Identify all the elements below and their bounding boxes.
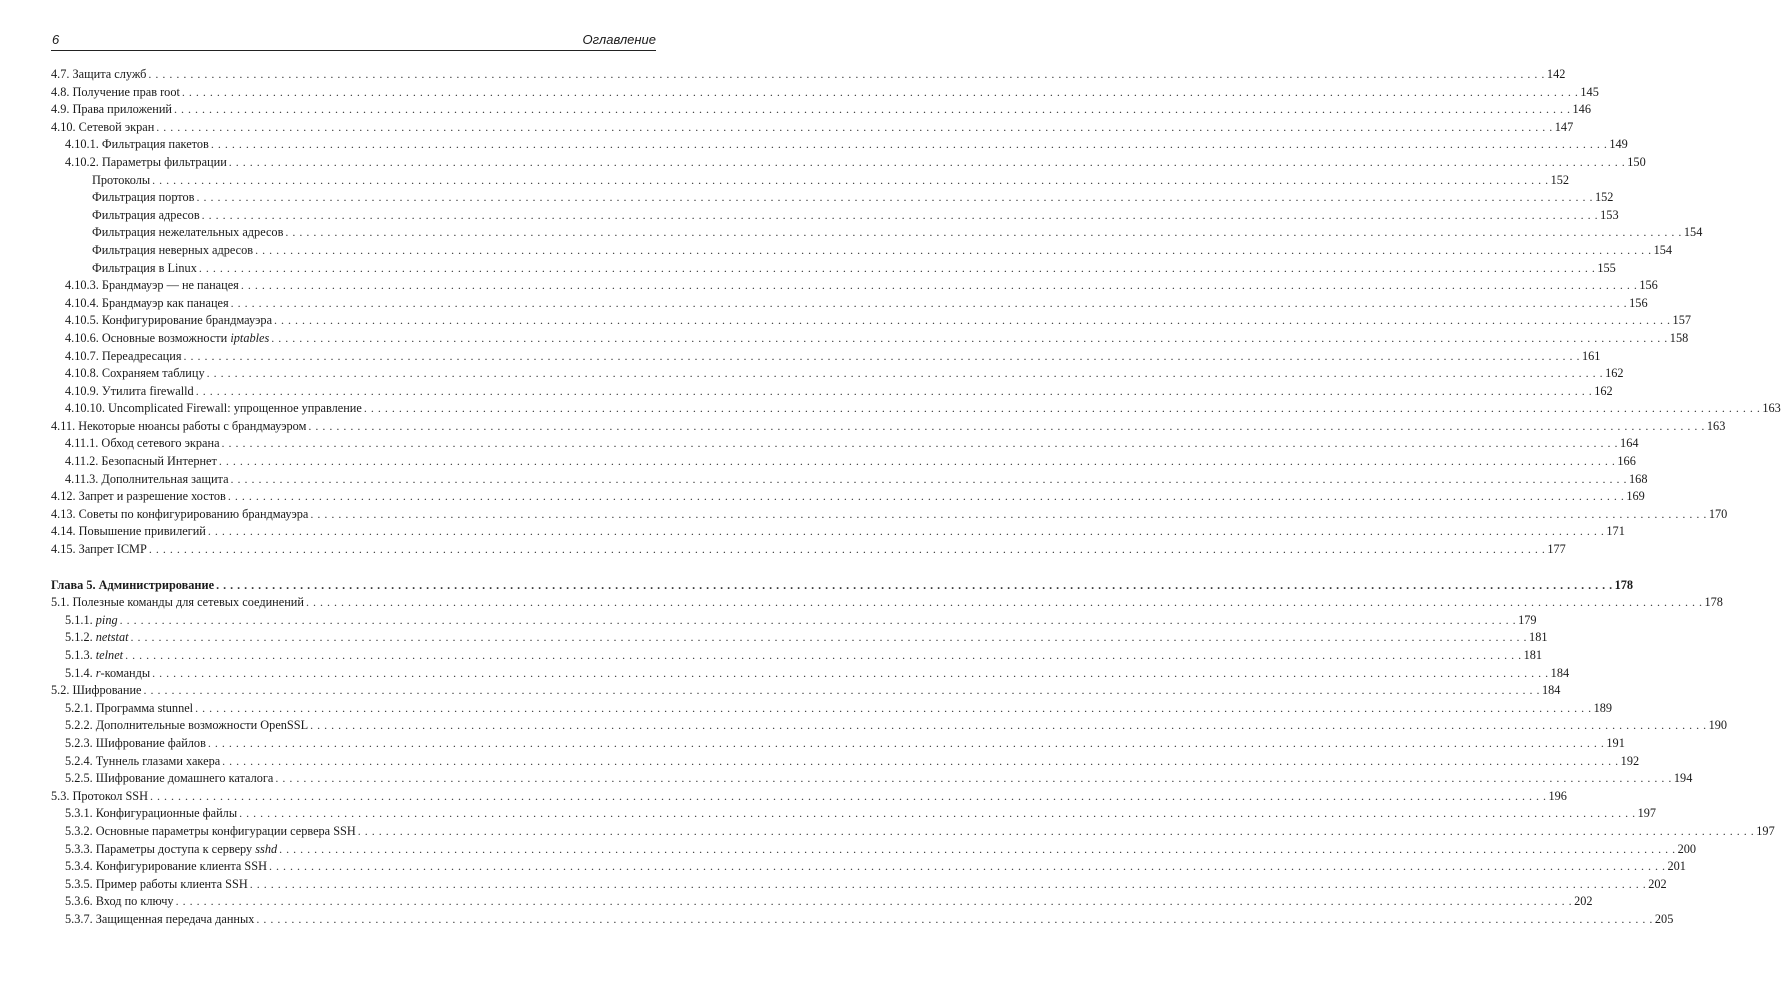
toc-entry-page: 156 [1639,278,1658,293]
dot-leader: . . . . . . . . . . . . . . . . . . . . . . . . . . . . . . . . . . . . . . . . . . . . . . . . . . . . . . . . . . . . . . . . . . . . . . . . . . . . . . . . . . . . . . . . . . . . . . . . . . . . . . . . . . . . . . . . . . . . . . . . . . . . . . . . . . . . . . . . . . . . . . . . . . . . . . . . . . . . . . . . . . . . . . . . . . . . . . . . . . . . . . . . . . . . . . . . . . . . . . . . [207,735,1605,750]
toc-entry-title: 5.3.6. Вход по ключу [65,894,174,909]
toc-entry-page: 164 [1620,436,1639,451]
toc-entry-page: 150 [1627,154,1646,169]
dot-leader: . . . . . . . . . . . . . . . . . . . . . . . . . . . . . . . . . . . . . . . . . . . . . . . . . . . . . . . . . . . . . . . . . . . . . . . . . . . . . . . . . . . . . . . . . . . . . . . . . . . . . . . . . . . . . . . . . . . . . . . . . . . . . . . . . . . . . . . . . . . . . . . . . . . . . . . . . . . . . . . . . . . . . . . . . . . . . . . . . . . . . . . . . . . . . . . . . . . . . . . . [183,348,1580,363]
dot-leader: . . . . . . . . . . . . . . . . . . . . . . . . . . . . . . . . . . . . . . . . . . . . . . . . . . . . . . . . . . . . . . . . . . . . . . . . . . . . . . . . . . . . . . . . . . . . . . . . . . . . . . . . . . . . . . . . . . . . . . . . . . . . . . . . . . . . . . . . . . . . . . . . . . . . . . . . . . . . . . . . . . . . . . . . . . . . . . . . . . . . . . . . . . . . . . . . . . . . . . . . [201,207,1599,222]
dot-leader: . . . . . . . . . . . . . . . . . . . . . . . . . . . . . . . . . . . . . . . . . . . . . . . . . . . . . . . . . . . . . . . . . . . . . . . . . . . . . . . . . . . . . . . . . . . . . . . . . . . . . . . . . . . . . . . . . . . . . . . . . . . . . . . . . . . . . . . . . . . . . . . . . . . . . . . . . . . . . . . . . . . . . . . . . . . . . . . . . . . . . . . . . . . . . . . . . . . . . . . . [239,806,1636,821]
toc-entry-title: 4.15. Запрет ICMP [51,542,147,557]
toc-entry[interactable] [51,84,1599,102]
toc-entry-title: 5.3.3. Параметры доступа к серверу sshd [65,841,278,856]
toc-entry-title: 4.10.8. Сохраняем таблицу [65,366,205,381]
toc-entry[interactable] [51,66,1566,84]
toc-entry-page: 178 [1614,577,1634,592]
dot-leader: . . . . . . . . . . . . . . . . . . . . . . . . . . . . . . . . . . . . . . . . . . . . . . . . . . . . . . . . . . . . . . . . . . . . . . . . . . . . . . . . . . . . . . . . . . . . . . . . . . . . . . . . . . . . . . . . . . . . . . . . . . . . . . . . . . . . . . . . . . . . . . . . . . . . . . . . . . . . . . . . . . . . . . . . . . . . . . . . . . . . . . . . . . . . . . . . . . . . . . . . [210,137,1608,152]
toc-entry-page: 181 [1523,648,1543,662]
toc-entry-page: 191 [1606,735,1625,750]
toc-entry[interactable] [51,753,1640,771]
toc-entry-title: 4.10.6. Основные возможности iptables [65,330,270,345]
dot-leader: . . . . . . . . . . . . . . . . . . . . . . . . . . . . . . . . . . . . . . . . . . . . . . . . . . . . . . . . . . . . . . . . . . . . . . . . . . . . . . . . . . . . . . . . . . . . . . . . . . . . . . . . . . . . . . . . . . . . . . . . . . . . . . . . . . . . . . . . . . . . . . . . . . . . . . . . . . . . . . . . . . . . . . . . . . . . . . . . . . . . . . . . . . . . . . . . . . . . . . . . [198,260,1596,275]
toc-entry-page: 161 [1582,348,1601,363]
dot-leader: . . . . . . . . . . . . . . . . . . . . . . . . . . . . . . . . . . . . . . . . . . . . . . . . . . . . . . . . . . . . . . . . . . . . . . . . . . . . . . . . . . . . . . . . . . . . . . . . . . . . . . . . . . . . . . . . . . . . . . . . . . . . . . . . . . . . . . . . . . . . . . . . . . . . . . . . . . . . . . . . . . . . . . . . . . . . . . . . . . . . . . . . . . . . . . . . . . . . . . . . [125,648,1522,662]
dot-leader: . . . . . . . . . . . . . . . . . . . . . . . . . . . . . . . . . . . . . . . . . . . . . . . . . . . . . . . . . . . . . . . . . . . . . . . . . . . . . . . . . . . . . . . . . . . . . . . . . . . . . . . . . . . . . . . . . . . . . . . . . . . . . . . . . . . . . . . . . . . . . . . . . . . . . . . . . . . . . . . . . . . . . . . . . . . . . . . . . . . . . . . . . . . . . . . . . . . . . . . . [218,454,1616,469]
toc-entry-page: 158 [1669,330,1689,345]
toc-entry-title: 4.10.7. Переадресация [65,348,182,363]
toc-entry[interactable] [51,858,1686,876]
dot-leader: . . . . . . . . . . . . . . . . . . . . . . . . . . . . . . . . . . . . . . . . . . . . . . . . . . . . . . . . . . . . . . . . . . . . . . . . . . . . . . . . . . . . . . . . . . . . . . . . . . . . . . . . . . . . . . . . . . . . . . . . . . . . . . . . . . . . . . . . . . . . . . . . . . . . . . . . . . . . . . . . . . . . . . . . . . . . . . . . . . . . . . . . . . . . . . . . . . . . . . . . [310,506,1707,521]
toc-entry[interactable] [51,435,1639,453]
toc-entry[interactable] [51,400,1781,418]
toc-entry[interactable] [51,242,1673,260]
dot-leader: . . . . . . . . . . . . . . . . . . . . . . . . . . . . . . . . . . . . . . . . . . . . . . . . . . . . . . . . . . . . . . . . . . . . . . . . . . . . . . . . . . . . . . . . . . . . . . . . . . . . . . . . . . . . . . . . . . . . . . . . . . . . . . . . . . . . . . . . . . . . . . . . . . . . . . . . . . . . . . . . . . . . . . . . . . . . . . . . . . . . . . . . . . . . . . . . . . . . . . . . [148,67,1545,81]
toc-entry-page: 162 [1594,383,1613,398]
dot-leader: . . . . . . . . . . . . . . . . . . . . . . . . . . . . . . . . . . . . . . . . . . . . . . . . . . . . . . . . . . . . . . . . . . . . . . . . . . . . . . . . . . . . . . . . . . . . . . . . . . . . . . . . . . . . . . . . . . . . . . . . . . . . . . . . . . . . . . . . . . . . . . . . . . . . . . . . . . . . . . . . . . . . . . . . . . . . . . . . . . . . . . . . . . . . . . . . . . . . . . . . [255,242,1652,257]
toc-entry[interactable] [51,136,1628,154]
toc-entry-title: 5.3.1. Конфигурационные файлы [65,806,238,821]
toc-entry[interactable] [51,541,1566,559]
dot-leader: . . . . . . . . . . . . . . . . . . . . . . . . . . . . . . . . . . . . . . . . . . . . . . . . . . . . . . . . . . . . . . . . . . . . . . . . . . . . . . . . . . . . . . . . . . . . . . . . . . . . . . . . . . . . . . . . . . . . . . . . . . . . . . . . . . . . . . . . . . . . . . . . . . . . . . . . . . . . . . . . . . . . . . . . . . . . . . . . . . . . . . . . . . . . . . . . . . . . . . . . [268,859,1666,874]
toc-entry-title: 5.2.5. Шифрование домашнего каталога [65,771,274,786]
toc-entry[interactable] [51,717,1728,735]
toc-entry[interactable] [51,647,1543,665]
dot-leader: . . . . . . . . . . . . . . . . . . . . . . . . . . . . . . . . . . . . . . . . . . . . . . . . . . . . . . . . . . . . . . . . . . . . . . . . . . . . . . . . . . . . . . . . . . . . . . . . . . . . . . . . . . . . . . . . . . . . . . . . . . . . . . . . . . . . . . . . . . . . . . . . . . . . . . . . . . . . . . . . . . . . . . . . . . . . . . . . . . . . . . . . . . . . . . . . . . . . . . . . [196,190,1593,205]
toc-entry-title: 5.2.1. Программа stunnel [65,700,194,715]
dot-leader: . . . . . . . . . . . . . . . . . . . . . . . . . . . . . . . . . . . . . . . . . . . . . . . . . . . . . . . . . . . . . . . . . . . . . . . . . . . . . . . . . . . . . . . . . . . . . . . . . . . . . . . . . . . . . . . . . . . . . . . . . . . . . . . . . . . . . . . . . . . . . . . . . . . . . . . . . . . . . . . . . . . . . . . . . . . . . . . . . . . . . . . . . . . . . . . . . . . . . . . . [143,683,1540,698]
dot-leader: . . . . . . . . . . . . . . . . . . . . . . . . . . . . . . . . . . . . . . . . . . . . . . . . . . . . . . . . . . . . . . . . . . . . . . . . . . . . . . . . . . . . . . . . . . . . . . . . . . . . . . . . . . . . . . . . . . . . . . . . . . . . . . . . . . . . . . . . . . . . . . . . . . . . . . . . . . . . . . . . . . . . . . . . . . . . . . . . . . . . . . . . . . . . . . . . . . . . . . . . [305,595,1703,610]
toc-entry-title: 5.3.4. Конфигурирование клиента SSH [65,859,267,874]
toc-entry[interactable] [51,330,1689,348]
toc-entry[interactable] [51,471,1648,489]
dot-leader: . . . . . . . . . . . . . . . . . . . . . . . . . . . . . . . . . . . . . . . . . . . . . . . . . . . . . . . . . . . . . . . . . . . . . . . . . . . . . . . . . . . . . . . . . . . . . . . . . . . . . . . . . . . . . . . . . . . . . . . . . . . . . . . . . . . . . . . . . . . . . . . . . . . . . . . . . . . . . . . . . . . . . . . . . . . . . . . . . . . . . . . . . . . . . . . . . . . . . . . . [310,718,1707,733]
toc-entry-title: 5.2. Шифрование [51,683,142,698]
dot-leader: . . . . . . . . . . . . . . . . . . . . . . . . . . . . . . . . . . . . . . . . . . . . . . . . . . . . . . . . . . . . . . . . . . . . . . . . . . . . . . . . . . . . . . . . . . . . . . . . . . . . . . . . . . . . . . . . . . . . . . . . . . . . . . . . . . . . . . . . . . . . . . . . . . . . . . . . . . . . . . . . . . . . . . . . . . . . . . . . . . . . . . . . . . . . . . . . . . . . . . . . [150,788,1547,803]
toc-entry-page: 152 [1594,190,1614,205]
toc-entry[interactable] [51,154,1646,172]
running-header [51,31,656,51]
toc-entry-title: 5.1.2. netstat [65,630,129,645]
toc-entry-page: 147 [1554,119,1574,134]
toc-entry[interactable] [51,277,1658,295]
toc-entry-title: 4.10.10. Uncomplicated Firewall: упрощенное управление [65,401,362,416]
toc-entry-page: 201 [1667,859,1686,874]
toc-entry-title: 5.2.2. Дополнительные возможности OpenSSL [65,718,309,733]
toc-entry-page: 184 [1542,683,1561,698]
dot-leader: . . . . . . . . . . . . . . . . . . . . . . . . . . . . . . . . . . . . . . . . . . . . . . . . . . . . . . . . . . . . . . . . . . . . . . . . . . . . . . . . . . . . . . . . . . . . . . . . . . . . . . . . . . . . . . . . . . . . . . . . . . . . . . . . . . . . . . . . . . . . . . . . . . . . . . . . . . . . . . . . . . . . . . . . . . . . . . . . . . . . . . . . . . . . . . . . . . . . . . . . [230,471,1628,486]
toc-entry-page: 157 [1672,313,1691,328]
toc-entry-page: 197 [1637,806,1657,821]
toc-entry[interactable] [51,119,1574,137]
dot-leader: . . . . . . . . . . . . . . . . . . . . . . . . . . . . . . . . . . . . . . . . . . . . . . . . . . . . . . . . . . . . . . . . . . . . . . . . . . . . . . . . . . . . . . . . . . . . . . . . . . . . . . . . . . . . . . . . . . . . . . . . . . . . . . . . . . . . . . . . . . . . . . . . . . . . . . . . . . . . . . . . . . . . . . . . . . . . . . . . . . . . . . . . . . . . . . . . . . . . . . . . [221,436,1619,451]
dot-leader: . . . . . . . . . . . . . . . . . . . . . . . . . . . . . . . . . . . . . . . . . . . . . . . . . . . . . . . . . . . . . . . . . . . . . . . . . . . . . . . . . . . . . . . . . . . . . . . . . . . . . . . . . . . . . . . . . . . . . . . . . . . . . . . . . . . . . . . . . . . . . . . . . . . . . . . . . . . . . . . . . . . . . . . . . . . . . . . . . . . . . . . . . . . . . . . . . . . . . . . . [228,154,1626,169]
toc-entry[interactable] [51,893,1593,911]
toc-entry-page: 162 [1605,366,1624,381]
toc-entry-page: 153 [1600,207,1619,222]
toc-entry[interactable] [51,189,1614,207]
toc-entry[interactable] [51,823,1775,841]
dot-leader: . . . . . . . . . . . . . . . . . . . . . . . . . . . . . . . . . . . . . . . . . . . . . . . . . . . . . . . . . . . . . . . . . . . . . . . . . . . . . . . . . . . . . . . . . . . . . . . . . . . . . . . . . . . . . . . . . . . . . . . . . . . . . . . . . . . . . . . . . . . . . . . . . . . . . . . . . . . . . . . . . . . . . . . . . . . . . . . . . . . . . . . . . . . . . . . . . . . . . . . . [130,630,1528,645]
toc-entry[interactable] [51,383,1613,401]
toc-entry[interactable] [51,805,1657,823]
toc-entry-title: 4.10.5. Конфигурирование брандмауэра [65,313,273,328]
toc-entry[interactable] [51,612,1537,630]
toc-entry[interactable] [51,735,1625,753]
toc-entry[interactable] [51,506,1728,524]
toc-entry-page: 177 [1547,542,1566,557]
dot-leader: . . . . . . . . . . . . . . . . . . . . . . . . . . . . . . . . . . . . . . . . . . . . . . . . . . . . . . . . . . . . . . . . . . . . . . . . . . . . . . . . . . . . . . . . . . . . . . . . . . . . . . . . . . . . . . . . . . . . . . . . . . . . . . . . . . . . . . . . . . . . . . . . . . . . . . . . . . . . . . . . . . . . . . . . . . . . . . . . . . . . . . . . . . . . . . . . . . . . . . . . [256,911,1653,926]
toc-entry-title: Фильтрация нежелательных адресов [92,225,284,240]
dot-leader: . . . . . . . . . . . . . . . . . . . . . . . . . . . . . . . . . . . . . . . . . . . . . . . . . . . . . . . . . . . . . . . . . . . . . . . . . . . . . . . . . . . . . . . . . . . . . . . . . . . . . . . . . . . . . . . . . . . . . . . . . . . . . . . . . . . . . . . . . . . . . . . . . . . . . . . . . . . . . . . . . . . . . . . . . . . . . . . . . . . . . . . . . . . . . . . . . . . . . . . . [195,700,1592,715]
toc-entry-page: 156 [1629,295,1648,310]
toc-entry[interactable] [51,788,1567,806]
toc-entry[interactable] [51,101,1591,119]
toc-entry-title: Глава 5. Администрирование [51,577,215,592]
toc-entry-page: 154 [1683,225,1703,240]
dot-leader: . . . . . . . . . . . . . . . . . . . . . . . . . . . . . . . . . . . . . . . . . . . . . . . . . . . . . . . . . . . . . . . . . . . . . . . . . . . . . . . . . . . . . . . . . . . . . . . . . . . . . . . . . . . . . . . . . . . . . . . . . . . . . . . . . . . . . . . . . . . . . . . . . . . . . . . . . . . . . . . . . . . . . . . . . . . . . . . . . . . . . . . . . . . . . . . . . . . . . . . . [216,577,1613,592]
toc-chapter-entry[interactable] [51,577,1634,595]
toc-entry-title: 4.8. Получение прав root [51,84,180,99]
toc-entry-title: Фильтрация в Linux [92,260,197,275]
toc-entry-page: 171 [1606,524,1625,539]
toc-entry-title: 5.1. Полезные команды для сетевых соединений [51,595,304,610]
toc-entry-page: 170 [1708,506,1728,521]
toc-entry-page: 181 [1529,630,1548,645]
toc-entry-page: 155 [1597,260,1616,275]
toc-entry-page: 178 [1704,595,1723,610]
toc-entry-page: 192 [1620,753,1640,768]
toc-entry[interactable] [51,418,1726,436]
toc-entry-page: 194 [1673,771,1693,786]
toc-entry[interactable] [51,295,1648,313]
toc-entry-page: 200 [1677,841,1697,856]
toc-entry-page: 166 [1617,454,1636,469]
dot-leader: . . . . . . . . . . . . . . . . . . . . . . . . . . . . . . . . . . . . . . . . . . . . . . . . . . . . . . . . . . . . . . . . . . . . . . . . . . . . . . . . . . . . . . . . . . . . . . . . . . . . . . . . . . . . . . . . . . . . . . . . . . . . . . . . . . . . . . . . . . . . . . . . . . . . . . . . . . . . . . . . . . . . . . . . . . . . . . . . . . . . . . . . . . . . . . . . . . . . . . . . [230,295,1628,310]
toc-entry-title: 4.14. Повышение привилегий [51,524,206,539]
dot-leader: . . . . . . . . . . . . . . . . . . . . . . . . . . . . . . . . . . . . . . . . . . . . . . . . . . . . . . . . . . . . . . . . . . . . . . . . . . . . . . . . . . . . . . . . . . . . . . . . . . . . . . . . . . . . . . . . . . . . . . . . . . . . . . . . . . . . . . . . . . . . . . . . . . . . . . . . . . . . . . . . . . . . . . . . . . . . . . . . . . . . . . . . . . . . . . . . . . . . . . . . [152,172,1549,187]
toc-entry-title: Фильтрация адресов [92,207,200,222]
toc-entry-title: Фильтрация неверных адресов [92,242,254,257]
dot-leader: . . . . . . . . . . . . . . . . . . . . . . . . . . . . . . . . . . . . . . . . . . . . . . . . . . . . . . . . . . . . . . . . . . . . . . . . . . . . . . . . . . . . . . . . . . . . . . . . . . . . . . . . . . . . . . . . . . . . . . . . . . . . . . . . . . . . . . . . . . . . . . . . . . . . . . . . . . . . . . . . . . . . . . . . . . . . . . . . . . . . . . . . . . . . . . . . . . . . . . . . [357,823,1755,838]
toc-entry[interactable] [51,172,1570,190]
toc-entry[interactable] [51,453,1636,471]
dot-leader: . . . . . . . . . . . . . . . . . . . . . . . . . . . . . . . . . . . . . . . . . . . . . . . . . . . . . . . . . . . . . . . . . . . . . . . . . . . . . . . . . . . . . . . . . . . . . . . . . . . . . . . . . . . . . . . . . . . . . . . . . . . . . . . . . . . . . . . . . . . . . . . . . . . . . . . . . . . . . . . . . . . . . . . . . . . . . . . . . . . . . . . . . . . . . . . . . . . . . . . . [181,84,1579,99]
dot-leader: . . . . . . . . . . . . . . . . . . . . . . . . . . . . . . . . . . . . . . . . . . . . . . . . . . . . . . . . . . . . . . . . . . . . . . . . . . . . . . . . . . . . . . . . . . . . . . . . . . . . . . . . . . . . . . . . . . . . . . . . . . . . . . . . . . . . . . . . . . . . . . . . . . . . . . . . . . . . . . . . . . . . . . . . . . . . . . . . . . . . . . . . . . . . . . . . . . . . . . . . [148,542,1546,557]
dot-leader: . . . . . . . . . . . . . . . . . . . . . . . . . . . . . . . . . . . . . . . . . . . . . . . . . . . . . . . . . . . . . . . . . . . . . . . . . . . . . . . . . . . . . . . . . . . . . . . . . . . . . . . . . . . . . . . . . . . . . . . . . . . . . . . . . . . . . . . . . . . . . . . . . . . . . . . . . . . . . . . . . . . . . . . . . . . . . . . . . . . . . . . . . . . . . . . . . . . . . . . . [152,665,1549,680]
toc-entry-title: 4.12. Запрет и разрешение хостов [51,489,226,504]
dot-leader: . . . . . . . . . . . . . . . . . . . . . . . . . . . . . . . . . . . . . . . . . . . . . . . . . . . . . . . . . . . . . . . . . . . . . . . . . . . . . . . . . . . . . . . . . . . . . . . . . . . . . . . . . . . . . . . . . . . . . . . . . . . . . . . . . . . . . . . . . . . . . . . . . . . . . . . . . . . . . . . . . . . . . . . . . . . . . . . . . . . . . . . . . . . . . . . . . . . . . . . . [285,225,1682,240]
toc-entry-title: 4.13. Советы по конфигурированию брандмауэра [51,506,309,521]
toc-entry[interactable] [51,700,1613,718]
toc-entry-page: 189 [1593,700,1613,715]
toc-entry-page: 196 [1548,788,1567,803]
table-of-contents [51,66,1781,929]
toc-entry-title: 5.3.5. Пример работы клиента SSH [65,876,248,891]
dot-leader: . . . . . . . . . . . . . . . . . . . . . . . . . . . . . . . . . . . . . . . . . . . . . . . . . . . . . . . . . . . . . . . . . . . . . . . . . . . . . . . . . . . . . . . . . . . . . . . . . . . . . . . . . . . . . . . . . . . . . . . . . . . . . . . . . . . . . . . . . . . . . . . . . . . . . . . . . . . . . . . . . . . . . . . . . . . . . . . . . . . . . . . . . . . . . . . . . . . . . . . . [271,330,1668,345]
toc-entry-page: 163 [1706,418,1726,433]
toc-entry-title: 4.11.1. Обход сетевого экрана [65,436,220,451]
toc-entry-page: 184 [1550,665,1570,680]
toc-entry-title: 5.3.7. Защищенная передача данных [65,911,255,926]
toc-entry-title: 5.3.2. Основные параметры конфигурации сервера SSH [65,823,356,838]
dot-leader: . . . . . . . . . . . . . . . . . . . . . . . . . . . . . . . . . . . . . . . . . . . . . . . . . . . . . . . . . . . . . . . . . . . . . . . . . . . . . . . . . . . . . . . . . . . . . . . . . . . . . . . . . . . . . . . . . . . . . . . . . . . . . . . . . . . . . . . . . . . . . . . . . . . . . . . . . . . . . . . . . . . . . . . . . . . . . . . . . . . . . . . . . . . . . . . . . . . . . . . . [207,524,1605,539]
toc-entry-title: 5.2.3. Шифрование файлов [65,735,206,750]
toc-entry-page: 149 [1609,137,1628,152]
toc-entry-title: 5.1.1. ping [65,612,118,627]
toc-entry-title: 4.10.4. Брандмауэр как панацея [65,295,229,310]
toc-entry-title: Протоколы [92,172,151,187]
dot-leader: . . . . . . . . . . . . . . . . . . . . . . . . . . . . . . . . . . . . . . . . . . . . . . . . . . . . . . . . . . . . . . . . . . . . . . . . . . . . . . . . . . . . . . . . . . . . . . . . . . . . . . . . . . . . . . . . . . . . . . . . . . . . . . . . . . . . . . . . . . . . . . . . . . . . . . . . . . . . . . . . . . . . . . . . . . . . . . . . . . . . . . . . . . . . . . . . . . . . . . . . [119,612,1517,627]
toc-entry[interactable] [51,876,1667,894]
toc-entry-title: 4.10.1. Фильтрация пакетов [65,137,209,152]
toc-entry[interactable] [51,348,1601,366]
toc-entry-title: 4.10.3. Брандмауэр — не панацея [65,278,239,293]
toc-entry[interactable] [51,523,1625,541]
toc-entry-page: 163 [1762,401,1781,416]
toc-entry[interactable] [51,841,1697,859]
dot-leader: . . . . . . . . . . . . . . . . . . . . . . . . . . . . . . . . . . . . . . . . . . . . . . . . . . . . . . . . . . . . . . . . . . . . . . . . . . . . . . . . . . . . . . . . . . . . . . . . . . . . . . . . . . . . . . . . . . . . . . . . . . . . . . . . . . . . . . . . . . . . . . . . . . . . . . . . . . . . . . . . . . . . . . . . . . . . . . . . . . . . . . . . . . . . . . . . . . . . . . . . [195,383,1593,398]
dot-leader: . . . . . . . . . . . . . . . . . . . . . . . . . . . . . . . . . . . . . . . . . . . . . . . . . . . . . . . . . . . . . . . . . . . . . . . . . . . . . . . . . . . . . . . . . . . . . . . . . . . . . . . . . . . . . . . . . . . . . . . . . . . . . . . . . . . . . . . . . . . . . . . . . . . . . . . . . . . . . . . . . . . . . . . . . . . . . . . . . . . . . . . . . . . . . . . . . . . . . . . . [240,278,1638,293]
dot-leader: . . . . . . . . . . . . . . . . . . . . . . . . . . . . . . . . . . . . . . . . . . . . . . . . . . . . . . . . . . . . . . . . . . . . . . . . . . . . . . . . . . . . . . . . . . . . . . . . . . . . . . . . . . . . . . . . . . . . . . . . . . . . . . . . . . . . . . . . . . . . . . . . . . . . . . . . . . . . . . . . . . . . . . . . . . . . . . . . . . . . . . . . . . . . . . . . . . . . . . . . [175,894,1573,909]
toc-entry[interactable] [51,665,1570,683]
page-number: 6 [52,32,60,47]
toc-entry-title: 4.7. Защита служб [51,67,147,81]
toc-entry-page: 202 [1648,876,1667,891]
toc-entry[interactable] [51,770,1693,788]
toc-entry-page: 169 [1626,489,1645,504]
toc-entry-title: 4.11.2. Безопасный Интернет [65,454,217,469]
toc-entry-page: 146 [1572,102,1591,117]
dot-leader: . . . . . . . . . . . . . . . . . . . . . . . . . . . . . . . . . . . . . . . . . . . . . . . . . . . . . . . . . . . . . . . . . . . . . . . . . . . . . . . . . . . . . . . . . . . . . . . . . . . . . . . . . . . . . . . . . . . . . . . . . . . . . . . . . . . . . . . . . . . . . . . . . . . . . . . . . . . . . . . . . . . . . . . . . . . . . . . . . . . . . . . . . . . . . . . . . . . . . . . . [222,753,1619,768]
toc-entry-page: 190 [1708,718,1728,733]
dot-leader: . . . . . . . . . . . . . . . . . . . . . . . . . . . . . . . . . . . . . . . . . . . . . . . . . . . . . . . . . . . . . . . . . . . . . . . . . . . . . . . . . . . . . . . . . . . . . . . . . . . . . . . . . . . . . . . . . . . . . . . . . . . . . . . . . . . . . . . . . . . . . . . . . . . . . . . . . . . . . . . . . . . . . . . . . . . . . . . . . . . . . . . . . . . . . . . . . . . . . . . . [206,366,1604,381]
toc-entry[interactable] [51,629,1548,647]
dot-leader: . . . . . . . . . . . . . . . . . . . . . . . . . . . . . . . . . . . . . . . . . . . . . . . . . . . . . . . . . . . . . . . . . . . . . . . . . . . . . . . . . . . . . . . . . . . . . . . . . . . . . . . . . . . . . . . . . . . . . . . . . . . . . . . . . . . . . . . . . . . . . . . . . . . . . . . . . . . . . . . . . . . . . . . . . . . . . . . . . . . . . . . . . . . . . . . . . . . . . . . . [174,102,1571,117]
dot-leader: . . . . . . . . . . . . . . . . . . . . . . . . . . . . . . . . . . . . . . . . . . . . . . . . . . . . . . . . . . . . . . . . . . . . . . . . . . . . . . . . . . . . . . . . . . . . . . . . . . . . . . . . . . . . . . . . . . . . . . . . . . . . . . . . . . . . . . . . . . . . . . . . . . . . . . . . . . . . . . . . . . . . . . . . . . . . . . . . . . . . . . . . . . . . . . . . . . . . . . . . [279,841,1676,856]
dot-leader: . . . . . . . . . . . . . . . . . . . . . . . . . . . . . . . . . . . . . . . . . . . . . . . . . . . . . . . . . . . . . . . . . . . . . . . . . . . . . . . . . . . . . . . . . . . . . . . . . . . . . . . . . . . . . . . . . . . . . . . . . . . . . . . . . . . . . . . . . . . . . . . . . . . . . . . . . . . . . . . . . . . . . . . . . . . . . . . . . . . . . . . . . . . . . . . . . . . . . . . . [156,119,1553,134]
toc-entry[interactable] [51,682,1561,700]
toc-entry-page: 168 [1629,471,1648,486]
toc-entry-page: 152 [1550,172,1570,187]
toc-entry[interactable] [51,260,1616,278]
toc-entry[interactable] [51,911,1674,929]
toc-entry-page: 205 [1654,911,1674,926]
toc-entry-title: 4.10. Сетевой экран [51,119,155,134]
dot-leader: . . . . . . . . . . . . . . . . . . . . . . . . . . . . . . . . . . . . . . . . . . . . . . . . . . . . . . . . . . . . . . . . . . . . . . . . . . . . . . . . . . . . . . . . . . . . . . . . . . . . . . . . . . . . . . . . . . . . . . . . . . . . . . . . . . . . . . . . . . . . . . . . . . . . . . . . . . . . . . . . . . . . . . . . . . . . . . . . . . . . . . . . . . . . . . . . . . . . . . . . [274,313,1671,328]
toc-entry-page: 142 [1546,67,1566,81]
toc-entry-title: 4.11. Некоторые нюансы работы с брандмауэром [51,418,307,433]
toc-entry-title: 4.9. Права приложений [51,102,173,117]
toc-entry[interactable] [51,365,1624,383]
toc-entry-page: 179 [1518,612,1537,627]
toc-entry[interactable] [51,224,1703,242]
toc-entry[interactable] [51,488,1645,506]
toc-entry-page: 145 [1580,84,1599,99]
toc-entry[interactable] [51,312,1691,330]
toc-entry[interactable] [51,207,1619,225]
toc-entry-title: 5.1.4. r-команды [65,665,151,680]
toc-entry-title: 4.11.3. Дополнительная защита [65,471,229,486]
dot-leader: . . . . . . . . . . . . . . . . . . . . . . . . . . . . . . . . . . . . . . . . . . . . . . . . . . . . . . . . . . . . . . . . . . . . . . . . . . . . . . . . . . . . . . . . . . . . . . . . . . . . . . . . . . . . . . . . . . . . . . . . . . . . . . . . . . . . . . . . . . . . . . . . . . . . . . . . . . . . . . . . . . . . . . . . . . . . . . . . . . . . . . . . . . . . . . . . . . . . . . . . [227,489,1625,504]
toc-entry-title: 4.10.2. Параметры фильтрации [65,154,227,169]
dot-leader: . . . . . . . . . . . . . . . . . . . . . . . . . . . . . . . . . . . . . . . . . . . . . . . . . . . . . . . . . . . . . . . . . . . . . . . . . . . . . . . . . . . . . . . . . . . . . . . . . . . . . . . . . . . . . . . . . . . . . . . . . . . . . . . . . . . . . . . . . . . . . . . . . . . . . . . . . . . . . . . . . . . . . . . . . . . . . . . . . . . . . . . . . . . . . . . . . . . . . . . . [275,771,1672,786]
toc-entry[interactable] [51,594,1723,612]
toc-entry-page: 197 [1756,823,1775,838]
toc-entry-title: 5.2.4. Туннель глазами хакера [65,753,221,768]
toc-entry-page: 202 [1574,894,1593,909]
toc-entry-title: 5.1.3. telnet [65,648,124,662]
toc-entry-title: Фильтрация портов [92,190,195,205]
dot-leader: . . . . . . . . . . . . . . . . . . . . . . . . . . . . . . . . . . . . . . . . . . . . . . . . . . . . . . . . . . . . . . . . . . . . . . . . . . . . . . . . . . . . . . . . . . . . . . . . . . . . . . . . . . . . . . . . . . . . . . . . . . . . . . . . . . . . . . . . . . . . . . . . . . . . . . . . . . . . . . . . . . . . . . . . . . . . . . . . . . . . . . . . . . . . . . . . . . . . . . . . [249,876,1647,891]
toc-entry-page: 154 [1653,242,1673,257]
toc-entry-title: 5.3. Протокол SSH [51,788,148,803]
running-title: Оглавление [582,32,656,47]
dot-leader: . . . . . . . . . . . . . . . . . . . . . . . . . . . . . . . . . . . . . . . . . . . . . . . . . . . . . . . . . . . . . . . . . . . . . . . . . . . . . . . . . . . . . . . . . . . . . . . . . . . . . . . . . . . . . . . . . . . . . . . . . . . . . . . . . . . . . . . . . . . . . . . . . . . . . . . . . . . . . . . . . . . . . . . . . . . . . . . . . . . . . . . . . . . . . . . . . . . . . . . . [308,418,1705,433]
toc-entry-title: 4.10.9. Утилита firewalld [65,383,194,398]
dot-leader: . . . . . . . . . . . . . . . . . . . . . . . . . . . . . . . . . . . . . . . . . . . . . . . . . . . . . . . . . . . . . . . . . . . . . . . . . . . . . . . . . . . . . . . . . . . . . . . . . . . . . . . . . . . . . . . . . . . . . . . . . . . . . . . . . . . . . . . . . . . . . . . . . . . . . . . . . . . . . . . . . . . . . . . . . . . . . . . . . . . . . . . . . . . . . . . . . . . . . . . . [363,401,1761,416]
